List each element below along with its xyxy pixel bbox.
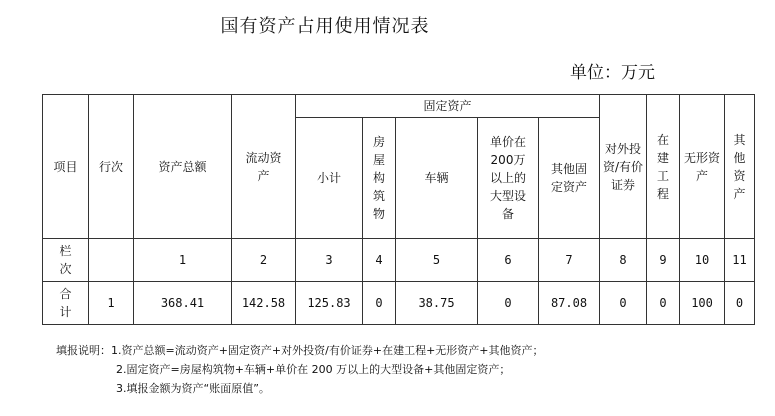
row-label-total: 合计: [43, 282, 89, 325]
note-1: 填报说明：1.资产总额=流动资产+固定资产+对外投资/有价证券+在建工程+无形资产+其他资产；: [56, 344, 544, 357]
header-item: 项目: [43, 95, 89, 239]
cell: 2: [232, 239, 296, 282]
cell: 11: [725, 239, 755, 282]
note-3: 3.填报金额为资产“账面原值”。: [116, 382, 270, 395]
filling-notes: [56, 341, 544, 398]
asset-table: [42, 94, 755, 325]
header-buildings: 房屋构筑物: [363, 118, 396, 239]
header-large-equipment: 单价在200万以上的大型设备: [478, 118, 539, 239]
table-row: [43, 239, 755, 282]
header-investment: 对外投资/有价证券: [600, 95, 647, 239]
header-vehicles: 车辆: [396, 118, 478, 239]
cell: 9: [647, 239, 680, 282]
cell: 38.75: [396, 282, 478, 325]
header-fixed-assets: 固定资产: [296, 95, 600, 118]
table-row: [43, 282, 755, 325]
cell: 10: [680, 239, 725, 282]
header-other-assets: 其他资产: [725, 95, 755, 239]
cell: 0: [725, 282, 755, 325]
cell: 142.58: [232, 282, 296, 325]
unit-label: 单位：万元: [570, 63, 655, 83]
cell: 3: [296, 239, 363, 282]
header-intangible: 无形资产: [680, 95, 725, 239]
header-subtotal: 小计: [296, 118, 363, 239]
cell: 4: [363, 239, 396, 282]
cell: 0: [600, 282, 647, 325]
note-2: 2.固定资产=房屋构筑物+车辆+单价在 200 万以上的大型设备+其他固定资产；: [116, 363, 511, 376]
cell: 0: [478, 282, 539, 325]
header-total-assets: 资产总额: [134, 95, 232, 239]
header-current-assets: 流动资产: [232, 95, 296, 239]
cell: 0: [647, 282, 680, 325]
row-label-column-index: 栏次: [43, 239, 89, 282]
cell: 7: [539, 239, 600, 282]
cell: 100: [680, 282, 725, 325]
header-row-no: 行次: [89, 95, 134, 239]
cell: [89, 239, 134, 282]
cell: 0: [363, 282, 396, 325]
cell: 125.83: [296, 282, 363, 325]
cell: 1: [89, 282, 134, 325]
cell: 87.08: [539, 282, 600, 325]
header-other-fixed: 其他固定资产: [539, 118, 600, 239]
header-construction: 在建工程: [647, 95, 680, 239]
cell: 368.41: [134, 282, 232, 325]
cell: 6: [478, 239, 539, 282]
page-title: 国有资产占用使用情况表: [220, 16, 430, 37]
cell: 5: [396, 239, 478, 282]
cell: 1: [134, 239, 232, 282]
cell: 8: [600, 239, 647, 282]
